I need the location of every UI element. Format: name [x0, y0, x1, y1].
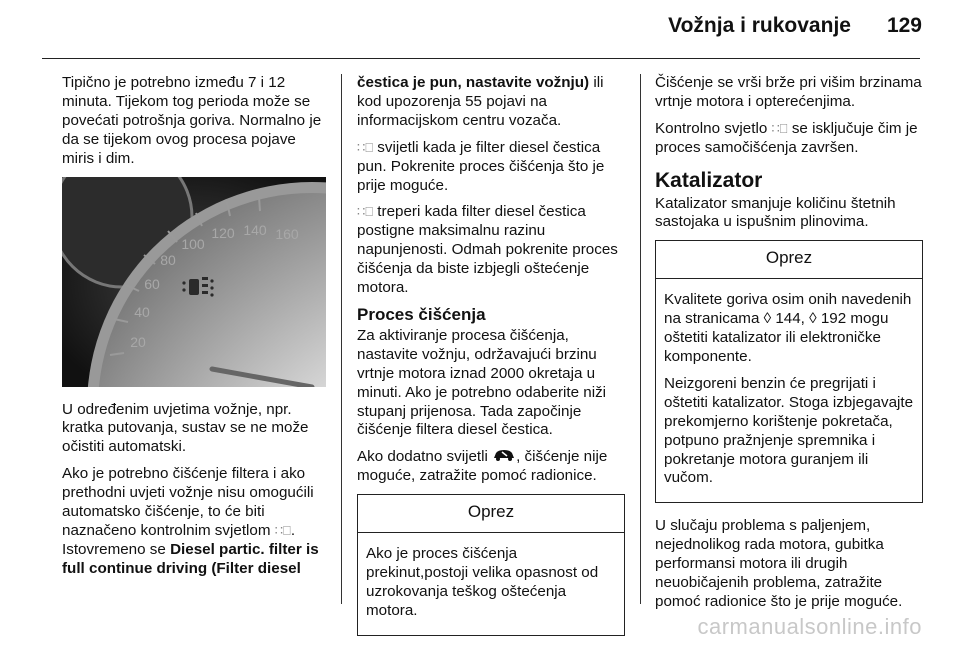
paragraph: Kontrolno svjetlo ∷⎕ se isključuje čim je proces samočišćenja završen. — [655, 119, 918, 156]
diesel-particle-filter-icon: ∷⎕ — [274, 522, 291, 538]
column-3 — [655, 74, 923, 620]
section-heading: Katalizator — [655, 168, 763, 192]
caution-title: Oprez — [656, 241, 922, 279]
chapter-title: Vožnja i rukovanje — [668, 14, 851, 37]
paragraph: Ako dodatno svijetli , čišćenje nije moguće, zatražite pomoć radionice. — [357, 448, 608, 485]
paragraph: Za aktiviranje procesa čišćenja, nastavite vožnju, održavajući brzinu vrtnje motora iznad 2000 okretaja u minuti. Ako je potrebno odaberite niži stupanj prijenosa. Tada započinje čišćenje filtera diesel čestica. — [357, 326, 607, 439]
caution-title: Oprez — [358, 495, 624, 533]
caution-text: Ako je proces čišćenja prekinut,postoji velika opasnost od uzrokovanja teškog oštećenja motora. — [366, 545, 599, 619]
gauge-tick-label: 80 — [160, 251, 176, 268]
page-header — [668, 14, 922, 44]
gauge-tick-label: 60 — [144, 275, 160, 292]
gauge-tick-label: 140 — [243, 221, 267, 238]
subheading: Proces čišćenja — [357, 304, 486, 324]
column-2 — [357, 74, 625, 650]
car-wrench-icon — [492, 449, 516, 461]
paragraph: U određenim uvjetima vožnje, npr. kratka putovanja, sustav se ne može očistiti automatski. — [62, 400, 309, 456]
paragraph: čestica je pun, nastavite vožnju) ili kod upozorenja 55 pojavi na informacijskom centru vozača. — [357, 74, 604, 129]
paragraph: Katalizator smanjuje količinu štetnih sastojaka u ispušnim plinovima. — [655, 194, 896, 231]
speedometer-illustration — [62, 177, 326, 387]
caution-box — [655, 240, 923, 503]
column-1 — [62, 74, 326, 587]
header-rule — [42, 58, 920, 59]
diesel-particle-filter-icon: ∷⎕ — [357, 204, 374, 220]
diesel-particle-filter-icon: ∷⎕ — [771, 120, 788, 136]
paragraph: U slučaju problema s paljenjem, nejednolikog rada motora, gubitka performansi motora ili drugih neuobičajenih problema, zatražite pomoć radionice što je prije moguće. — [655, 517, 903, 610]
caution-box — [357, 494, 625, 636]
gauge-tick-label: 100 — [181, 235, 205, 252]
gauge-tick-label: 160 — [275, 225, 299, 242]
caution-text: Neizgoreni benzin će pregrijati i oštetiti katalizator. Stoga izbjegavajte prekomjerno korištenje pokretača, potpuno pražnjenje spremnika i pokretanje motora guranjem ili vučom. — [664, 374, 914, 487]
gauge-tick-label: 40 — [134, 303, 150, 320]
column-divider — [640, 74, 641, 604]
paragraph: Ako je potrebno čišćenje filtera i ako prethodni uvjeti vožnje nisu omogućili automatsko čišćenje, to će biti naznačeno kontrolnim svjetlom ∷⎕. Istovremeno se Diesel partic. filter is full continue driving (Filter diesel — [62, 465, 319, 577]
watermark: carmanualsonline.info — [697, 614, 922, 639]
paragraph: Čišćenje se vrši brže pri višim brzinama vrtnje motora i opterećenjima. — [655, 74, 922, 110]
page-number: 129 — [886, 14, 922, 37]
gauge-tick-label: 120 — [211, 224, 235, 241]
paragraph: ∷⎕ treperi kada filter diesel čestica postigne maksimalnu razinu napunjenosti. Odmah pokrenite proces čišćenja da biste izbjegli oštećenje motora. — [357, 203, 618, 297]
caution-text: Kvalitete goriva osim onih navedenih na stranicama ◊ 144, ◊ 192 mogu oštetiti katalizator ili elektroničke komponente. — [664, 291, 912, 365]
gauge-tick-label: 20 — [130, 333, 146, 350]
column-divider — [341, 74, 342, 604]
diesel-particle-filter-icon: ∷⎕ — [357, 139, 374, 155]
paragraph: Tipično je potrebno između 7 i 12 minuta. Tijekom tog perioda može se povećati potrošnja goriva. Normalno je da se tijekom ovog procesa pojave miris i dim. — [62, 74, 322, 167]
paragraph: ∷⎕ svijetli kada je filter diesel čestica pun. Pokrenite proces čišćenja što je prije moguće. — [357, 138, 605, 194]
instrument-cluster-photo — [62, 177, 326, 387]
